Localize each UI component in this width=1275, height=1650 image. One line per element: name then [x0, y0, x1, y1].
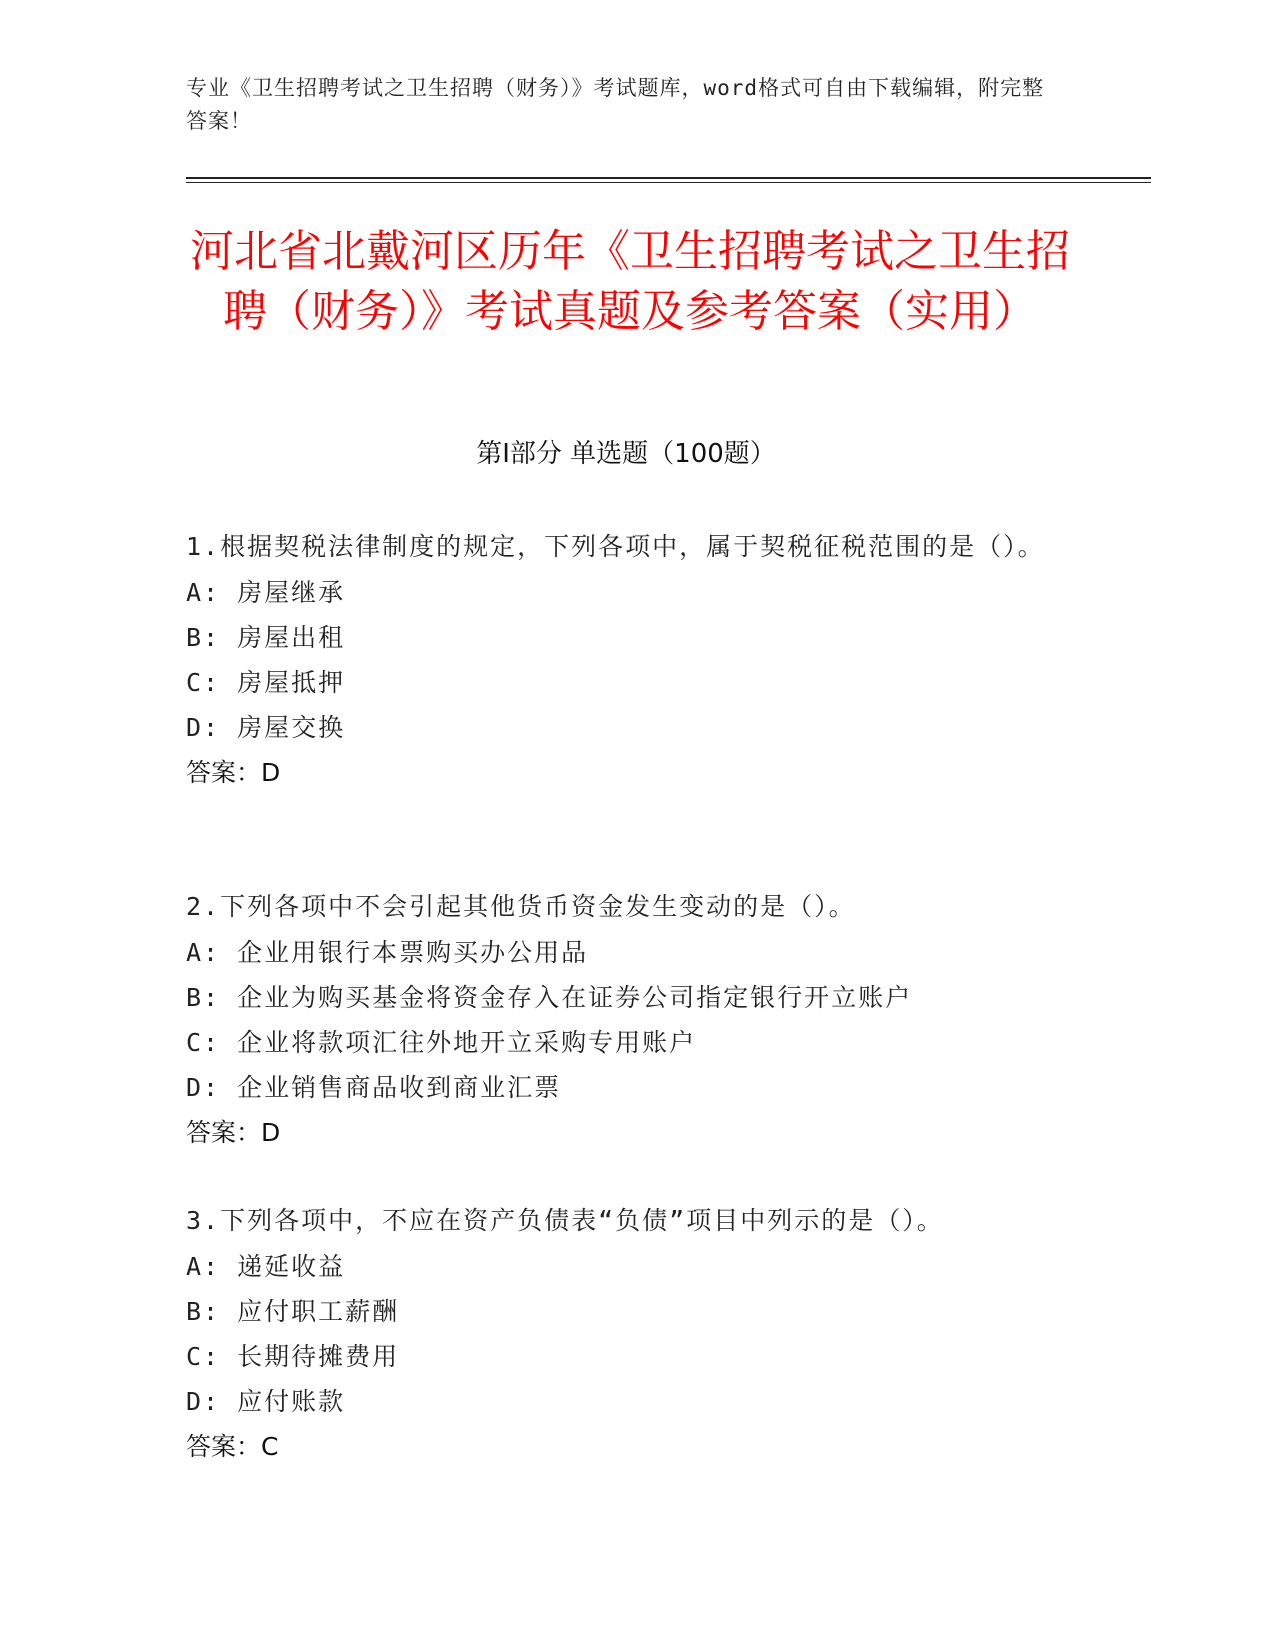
option-b: B: 应付职工薪酬: [186, 1297, 400, 1326]
question-stem: 2.下列各项中不会引起其他货币资金发生变动的是（）。: [186, 892, 856, 921]
option-c: C: 企业将款项汇往外地开立采购专用账户: [186, 1028, 697, 1057]
option-b: B: 企业为购买基金将资金存入在证券公司指定银行开立账户: [186, 983, 913, 1012]
option-a: A: 递延收益: [186, 1252, 346, 1281]
header-note: 专业《卫生招聘考试之卫生招聘（财务）》考试题库，word格式可自由下载编辑，附完整答案！: [186, 76, 1045, 133]
question-item: [186, 884, 1066, 1155]
option-c: C: 房屋抵押: [186, 668, 346, 697]
option-a: A: 房屋继承: [186, 578, 346, 607]
answer-line: 答案：D: [186, 758, 281, 787]
page-title: 河北省北戴河区历年《卫生招聘考试之卫生招聘（财务）》考试真题及参考答案（实用）: [190, 226, 1070, 337]
question-stem: 1.根据契税法律制度的规定，下列各项中，属于契税征税范围的是（）。: [186, 532, 1045, 561]
question-item: [186, 1198, 1066, 1469]
option-d: D: 企业销售商品收到商业汇票: [186, 1073, 562, 1102]
header-divider-thin: [186, 182, 1151, 183]
option-b: B: 房屋出租: [186, 623, 346, 652]
option-d: D: 应付账款: [186, 1387, 346, 1416]
question-item: [186, 524, 1066, 795]
answer-line: 答案：C: [186, 1432, 279, 1461]
answer-line: 答案：D: [186, 1118, 281, 1147]
option-c: C: 长期待摊费用: [186, 1342, 400, 1371]
option-a: A: 企业用银行本票购买办公用品: [186, 938, 589, 967]
option-d: D: 房屋交换: [186, 713, 346, 742]
section-heading: 第I部分 单选题（100题）: [476, 439, 776, 469]
header-divider-thick: [186, 177, 1151, 179]
question-stem: 3.下列各项中，不应在资产负债表“负债”项目中列示的是（）。: [186, 1206, 944, 1235]
